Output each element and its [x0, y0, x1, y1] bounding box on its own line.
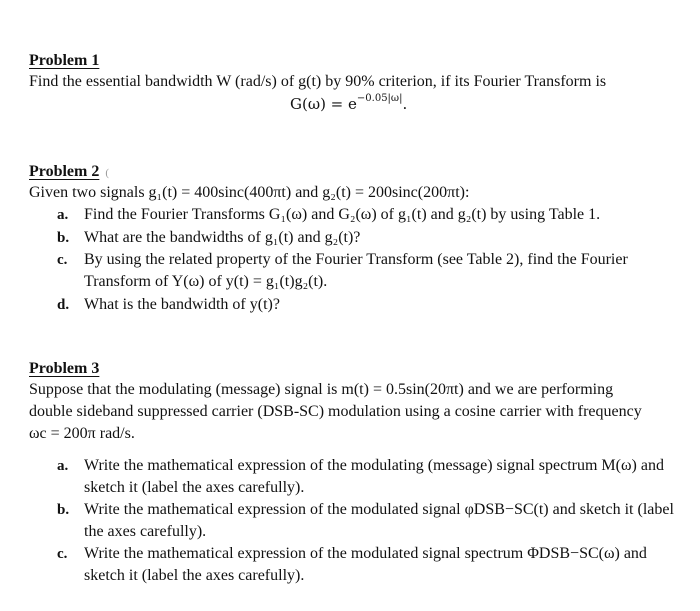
p3-item-c-line-1: Write the mathematical expression of the modulated signal spectrum ΦDSB−SC(ω) and: [84, 545, 647, 562]
problem-2-title-mark: (: [105, 167, 110, 179]
problem-1-title: Problem 1: [29, 52, 100, 69]
p2-item-a-text: Find the Fourier Transforms G₁(ω) and G₂(ω) of g₁(t) and g₂(t) by using Table 1.: [84, 206, 601, 223]
problem-3-title: Problem 3: [29, 360, 100, 377]
p2-item-c-marker: c.: [57, 252, 68, 268]
p3-item-b-line-2: the axes carefully).: [84, 523, 207, 540]
p2-item-c-line-2: Transform of Y(ω) of y(t) = g₁(t)g₂(t).: [84, 273, 328, 290]
problem-1-equation: [290, 95, 407, 113]
p3-item-a-line-1: Write the mathematical expression of the modulating (message) signal spectrum M(ω) and: [84, 457, 664, 474]
problem-2-intro: Given two signals g₁(t) = 400sinc(400πt) and g₂(t) = 200sinc(200πt):: [29, 184, 470, 201]
p3-item-a-line-2: sketch it (label the axes carefully).: [84, 479, 305, 496]
p3-item-c-marker: c.: [57, 546, 68, 562]
p3-item-b-line-1: Write the mathematical expression of the modulated signal φDSB−SC(t) and sketch it (label: [84, 501, 674, 518]
p2-item-d-text: What is the bandwidth of y(t)?: [84, 296, 280, 313]
equation-base: G(ω) = e: [290, 95, 357, 113]
p2-item-b-text: What are the bandwidths of g₁(t) and g₂(t)?: [84, 229, 361, 246]
problem-2-title: Problem 2: [29, 163, 100, 180]
equation-end: .: [402, 95, 408, 113]
problem-3-intro-line-3: ωc = 200π rad/s.: [29, 425, 135, 442]
p2-item-c-line-1: By using the related property of the Fourier Transform (see Table 2), find the Fourier: [84, 251, 628, 268]
p2-item-d-marker: d.: [57, 297, 70, 313]
p3-item-c-line-2: sketch it (label the axes carefully).: [84, 567, 305, 584]
p2-item-a-marker: a.: [57, 207, 69, 223]
equation-exponent: −0.05|ω|: [356, 93, 403, 104]
problem-2-heading: [29, 163, 109, 181]
p3-item-a-marker: a.: [57, 458, 69, 474]
problem-3-intro-line-1: Suppose that the modulating (message) signal is m(t) = 0.5sin(20πt) and we are performing: [29, 381, 614, 398]
p3-item-b-marker: b.: [57, 502, 70, 518]
problem-3-intro-line-2: double sideband suppressed carrier (DSB-SC) modulation using a cosine carrier with frequency: [29, 403, 642, 420]
p2-item-b-marker: b.: [57, 230, 70, 246]
problem-1-text: Find the essential bandwidth W (rad/s) of g(t) by 90% criterion, if its Fourier Transform is: [29, 73, 607, 90]
